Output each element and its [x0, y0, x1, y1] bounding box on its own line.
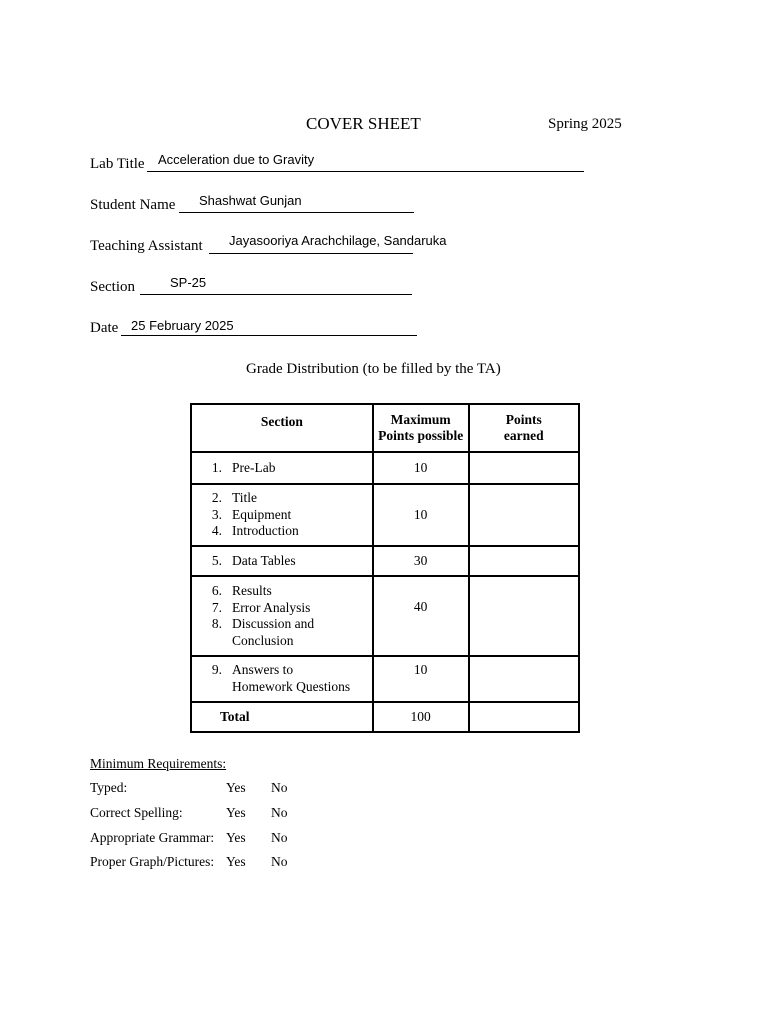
item-number: 9.: [211, 662, 222, 677]
item-number: 5.: [211, 552, 222, 568]
student-name-value[interactable]: Shashwat Gunjan: [199, 193, 302, 208]
column-header-section: Section: [191, 404, 373, 452]
points-earned-cell[interactable]: [469, 484, 579, 546]
requirement-label: Appropriate Grammar:: [90, 830, 215, 845]
item-text: Pre-Lab: [232, 459, 276, 475]
grade-table: [190, 403, 580, 733]
item-number: 7.: [211, 599, 222, 615]
grade-distribution-heading: Grade Distribution (to be filled by the TA): [246, 361, 501, 377]
no-option[interactable]: No: [271, 780, 288, 795]
points-earned-cell[interactable]: [469, 452, 579, 484]
no-option[interactable]: No: [271, 854, 288, 869]
student-name-line: [179, 212, 414, 213]
total-max-points: 100: [373, 702, 469, 732]
item-number: 1.: [211, 459, 222, 475]
table-row-total: [191, 702, 579, 732]
page-title: COVER SHEET: [306, 114, 421, 133]
column-header-points-earned: Points earned: [469, 404, 579, 452]
row-section-cell: [191, 656, 373, 702]
row-section-cell: [191, 546, 373, 576]
requirements-heading: Minimum Requirements:: [90, 756, 227, 771]
requirement-label: Typed:: [90, 780, 128, 795]
max-points-cell: 10: [373, 484, 469, 546]
item-text: Discussion and Conclusion: [232, 616, 315, 648]
table-header-row: [191, 404, 579, 452]
item-text: Data Tables: [232, 552, 296, 568]
requirement-row: [90, 805, 288, 821]
points-earned-cell[interactable]: [469, 576, 579, 656]
total-points-earned-cell[interactable]: [469, 702, 579, 732]
column-header-max-points: Maximum Points possible: [373, 404, 469, 452]
lab-title-line: [147, 171, 584, 172]
max-points-cell: 10: [373, 656, 469, 702]
date-line: [121, 335, 417, 336]
requirement-label: Proper Graph/Pictures:: [90, 854, 215, 869]
row-section-cell: [191, 452, 373, 484]
row-section-cell: [191, 484, 373, 546]
teaching-assistant-label: Teaching Assistant: [90, 238, 203, 254]
item-number: 4.: [211, 523, 222, 539]
points-earned-cell[interactable]: [469, 656, 579, 702]
table-row: [191, 546, 579, 576]
item-text: Introduction: [232, 523, 299, 539]
table-row: [191, 484, 579, 546]
requirement-row: [90, 854, 288, 870]
yes-option[interactable]: Yes: [226, 805, 246, 820]
requirement-row: [90, 830, 288, 846]
total-label: Total: [191, 702, 373, 732]
yes-option[interactable]: Yes: [226, 830, 246, 845]
requirement-label: Correct Spelling:: [90, 805, 183, 820]
student-name-label: Student Name: [90, 197, 176, 213]
item-number: 2.: [211, 490, 222, 506]
table-row: [191, 576, 579, 656]
row-section-cell: [191, 576, 373, 656]
yes-option[interactable]: Yes: [226, 854, 246, 869]
term-label: Spring 2025: [548, 116, 622, 132]
requirement-row: [90, 780, 288, 796]
max-points-cell: 30: [373, 546, 469, 576]
max-points-cell: 40: [373, 576, 469, 656]
max-points-cell: 10: [373, 452, 469, 484]
date-label: Date: [90, 320, 119, 336]
item-text: Title: [232, 490, 258, 506]
item-number: 8.: [211, 616, 222, 631]
teaching-assistant-line: [209, 253, 413, 254]
date-value[interactable]: 25 February 2025: [131, 318, 234, 333]
table-row: [191, 452, 579, 484]
item-number: 3.: [211, 506, 222, 522]
teaching-assistant-value[interactable]: Jayasooriya Arachchilage, Sandaruka: [229, 233, 447, 248]
section-line: [140, 294, 412, 295]
points-earned-cell[interactable]: [469, 546, 579, 576]
item-text: Error Analysis: [232, 599, 311, 615]
section-label: Section: [90, 279, 135, 295]
table-row: [191, 656, 579, 702]
item-text: Equipment: [232, 506, 292, 522]
no-option[interactable]: No: [271, 805, 288, 820]
yes-option[interactable]: Yes: [226, 780, 246, 795]
item-text: Results: [232, 583, 272, 598]
lab-title-label: Lab Title: [90, 156, 145, 172]
section-value[interactable]: SP-25: [170, 275, 207, 290]
item-number: 6.: [211, 583, 222, 598]
lab-title-value[interactable]: Acceleration due to Gravity: [158, 152, 315, 167]
no-option[interactable]: No: [271, 830, 288, 845]
item-text: Answers to Homework Questions: [232, 662, 351, 694]
